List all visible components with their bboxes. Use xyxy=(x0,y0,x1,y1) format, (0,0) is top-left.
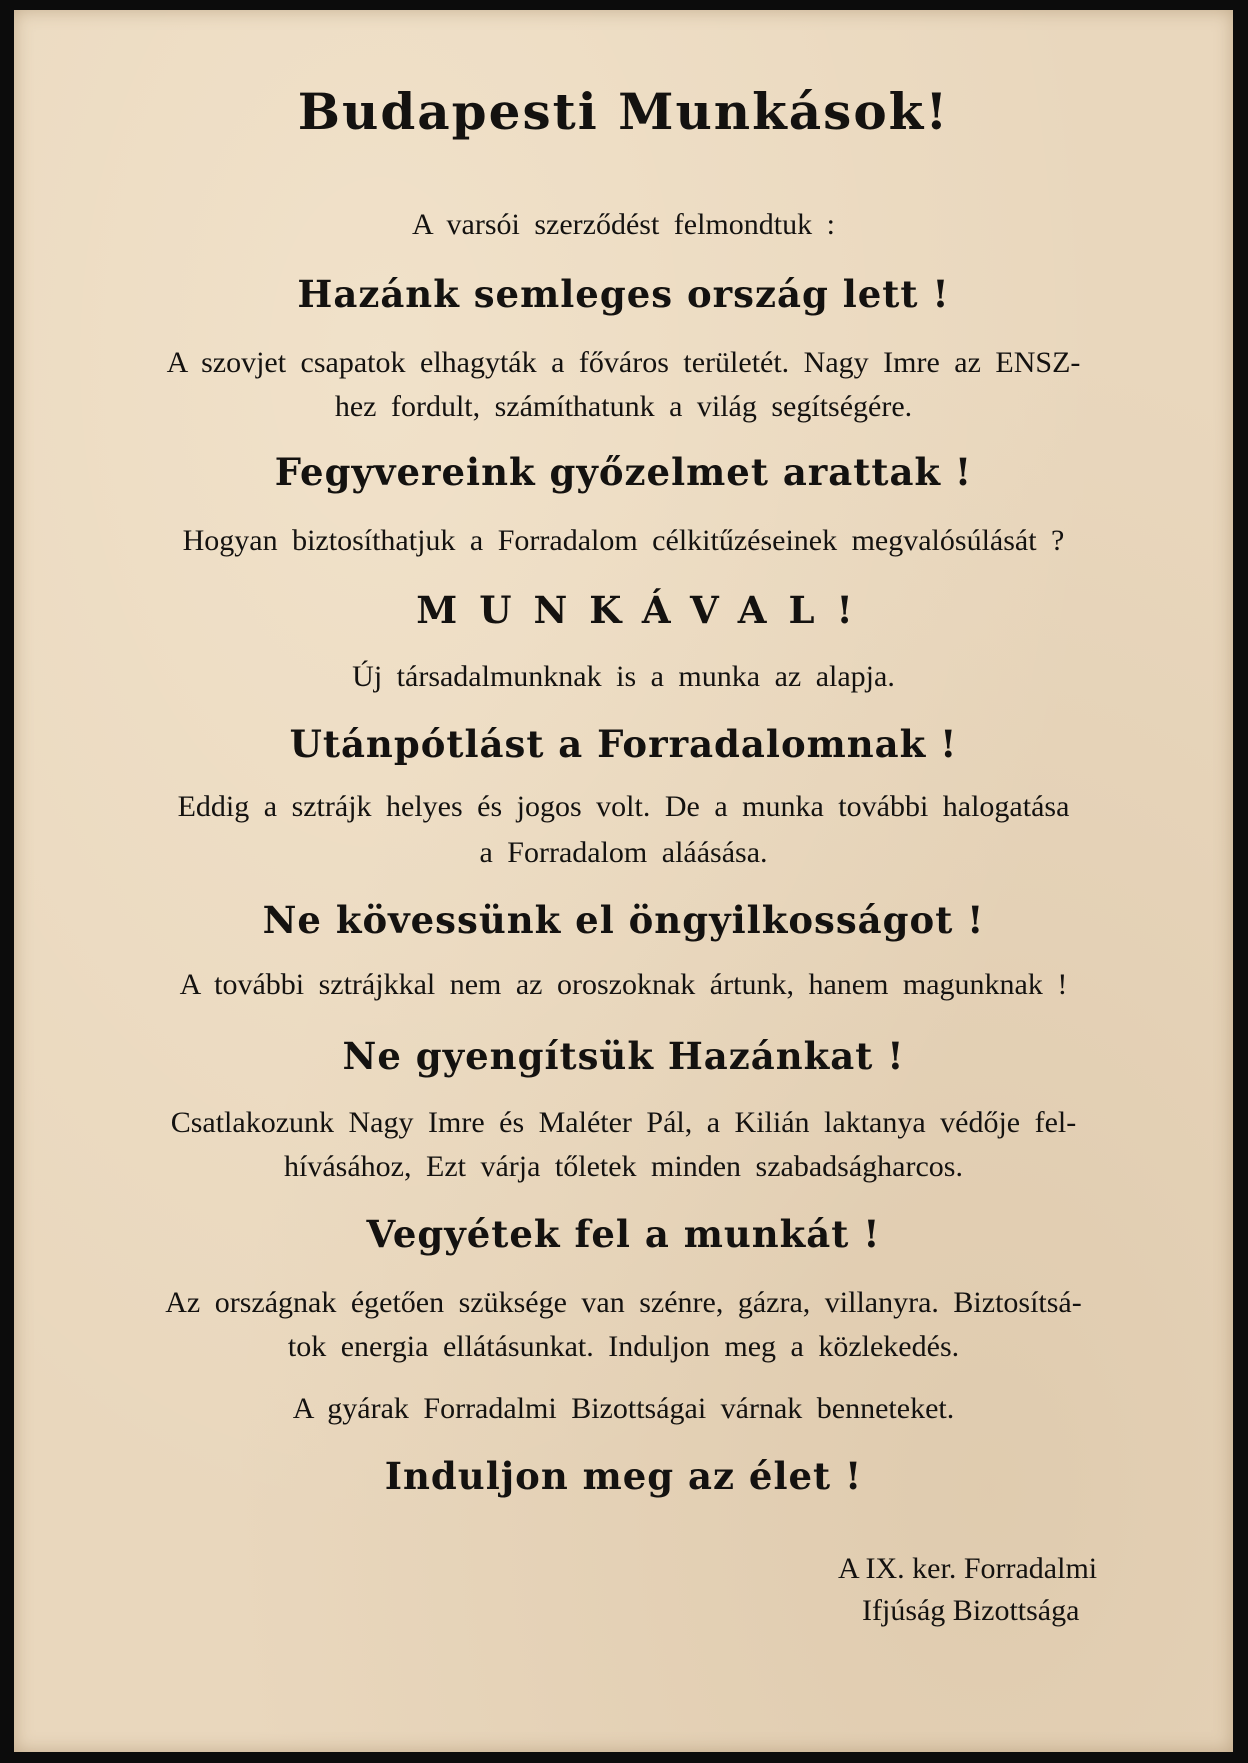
paragraph-strike-line-1: Eddig a sztrájk helyes és jogos volt. De a munka további halogatása xyxy=(177,790,1070,823)
poster-title: Budapesti Munkások! xyxy=(297,82,950,141)
paragraph-strike-line-2: a Forradalom aláásása. xyxy=(479,836,768,869)
signature-line-2: Ifjúság Bizottsága xyxy=(862,1594,1080,1627)
heading-with-work: MUNKÁVAL! xyxy=(416,588,875,632)
paragraph-soviet-troops-line-1: A szovjet csapatok elhagyták a főváros területét. Nagy Imre az ENSZ- xyxy=(166,346,1081,379)
paragraph-further-strike: A további sztrájkkal nem az oroszoknak ártunk, hanem magunknak ! xyxy=(179,968,1068,1001)
heading-victory: Fegyvereink győzelmet arattak ! xyxy=(274,450,973,494)
paragraph-question: Hogyan biztosíthatjuk a Forradalom célkitűzéseinek megvalósúlását ? xyxy=(182,524,1065,557)
poster-sheet xyxy=(14,10,1233,1752)
heading-no-suicide: Ne kövessünk el öngyilkosságot ! xyxy=(262,898,985,942)
heading-resume-work: Vegyétek fel a munkát ! xyxy=(366,1212,881,1256)
paragraph-energy-line-2: tok energia ellátásunkat. Induljon meg a közlekedés. xyxy=(287,1330,960,1363)
paragraph-energy-line-1: Az országnak égetően szüksége van szénre, gázra, villanyra. Biztosítsá- xyxy=(165,1286,1082,1319)
paragraph-join-line-1: Csatlakozunk Nagy Imre és Maléter Pál, a Kilián laktanya védője fel- xyxy=(170,1106,1077,1139)
paragraph-join-line-2: hívásához, Ezt várja tőletek minden szabadságharcos. xyxy=(284,1150,963,1183)
heading-life-starts: Induljon meg az élet ! xyxy=(384,1454,863,1498)
intro-text: A varsói szerződést felmondtuk : xyxy=(412,208,835,241)
heading-reinforcement: Utánpótlást a Forradalomnak ! xyxy=(289,722,958,766)
paragraph-factories: A gyárak Forradalmi Bizottságai várnak benneteket. xyxy=(292,1392,955,1425)
paragraph-soviet-troops-line-2: hez fordult, számíthatunk a világ segítségére. xyxy=(334,390,913,423)
heading-do-not-weaken: Ne gyengítsük Hazánkat ! xyxy=(342,1034,905,1078)
signature-line-1: A IX. ker. Forradalmi xyxy=(838,1552,1098,1585)
heading-neutral-country: Hazánk semleges ország lett ! xyxy=(297,272,950,316)
paragraph-new-society: Új társadalmunknak is a munka az alapja. xyxy=(352,660,895,693)
